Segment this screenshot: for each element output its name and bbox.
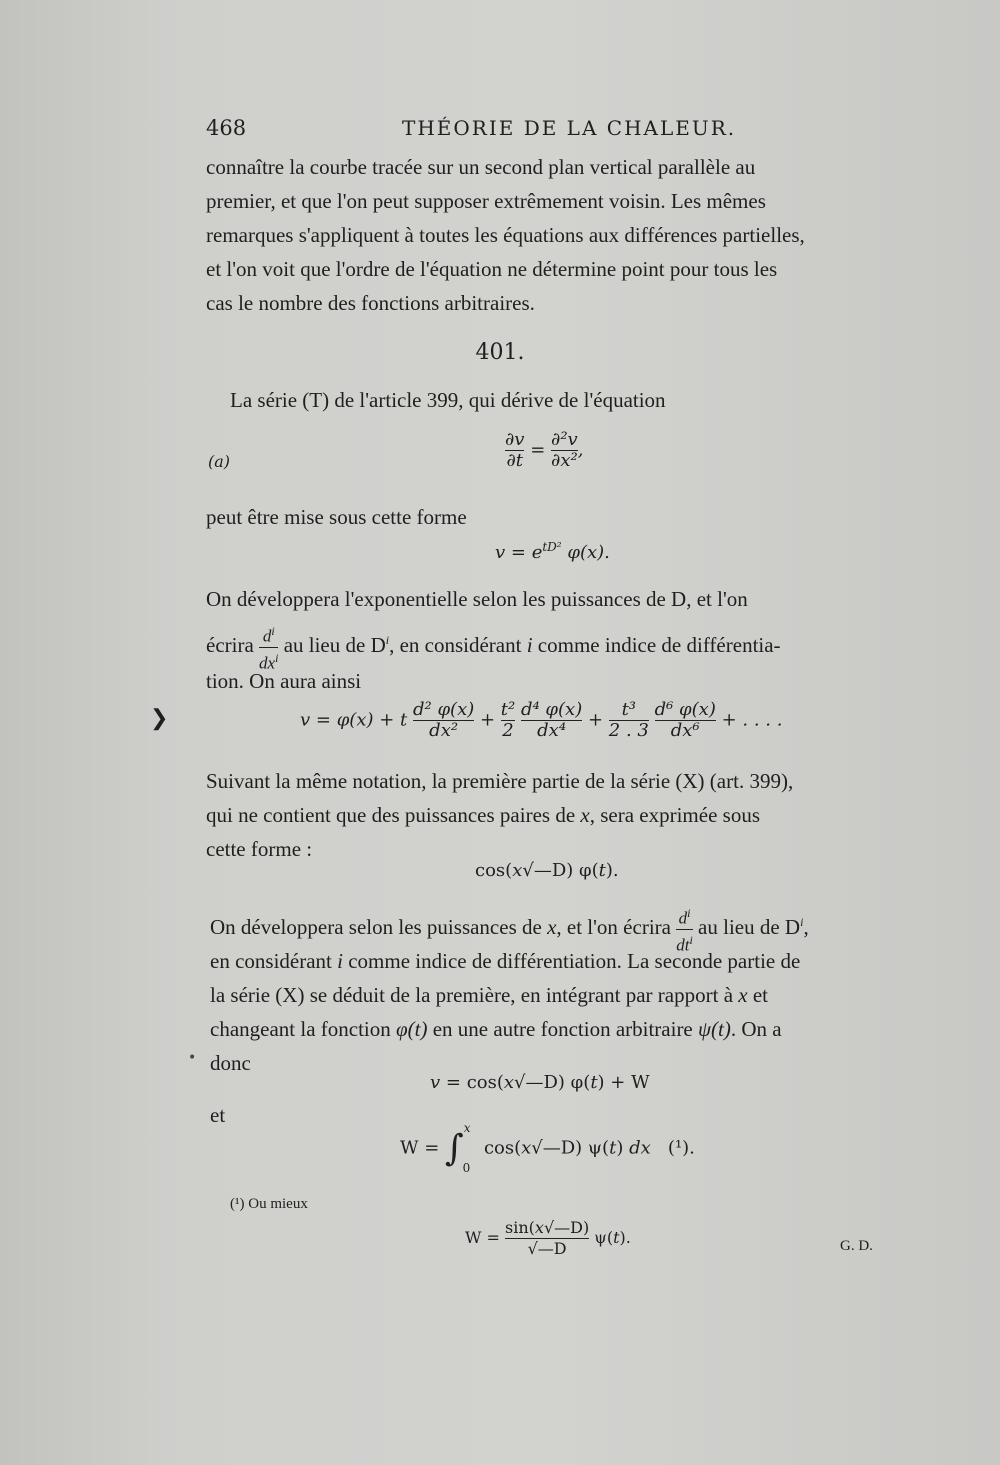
paragraph-et (210, 1098, 922, 1132)
text-fragment: On développera selon les puissances de (210, 915, 542, 939)
text-line: cas le nombre des fonctions arbitraires. (206, 291, 535, 315)
text-fragment: . On a (730, 1017, 782, 1041)
footnote-equation: W = $\frac{\sin(x√—D)}{√—D}$ ψ(t). (465, 1218, 631, 1258)
fraction-di-dti: $\frac{d^i}{dt^i}$ (676, 906, 693, 955)
page-number: 468 (206, 116, 247, 140)
text-fragment: écrira (206, 633, 254, 657)
equation-v-sum: v = cos(x√—D) φ(t) + W (430, 1072, 650, 1093)
text-fragment: au lieu de D (698, 915, 801, 939)
text-fragment: changeant la fonction (210, 1017, 391, 1041)
text-line: et l'on voit que l'ordre de l'équation ne détermine point pour tous les (206, 257, 778, 281)
text-fragment: comme indice de différentiation. La seconde partie de (348, 949, 801, 973)
text-line: et (210, 1103, 226, 1127)
equation-label: (a) (208, 452, 231, 471)
text-fragment: au lieu de D (283, 633, 386, 657)
text-fragment: la série (X) se déduit de la première, en intégrant par rapport à (210, 983, 734, 1007)
equation-exponential-form: $v = e^{tD^2}$ φ(x). (495, 540, 610, 563)
text-line: connaître la courbe tracée sur un second plan vertical parallèle au (206, 155, 756, 179)
paragraph-3 (206, 500, 918, 534)
text-fragment: , en considérant (389, 633, 522, 657)
equation-a: $\frac{\partial v}{\partial t}$ = $\frac{\text{∂²v}}{\text{∂x²}}$ , (505, 429, 584, 471)
text-line: premier, et que l'on peut supposer extrêmement voisin. Les mêmes (206, 189, 766, 213)
text-line: qui ne contient que des puissances paires de x, sera exprimée sous (206, 803, 760, 827)
paragraph-5 (206, 764, 918, 866)
equation-cos-form: cos(x√—D) φ(t). (475, 860, 619, 881)
paragraph-2 (230, 383, 942, 417)
text-line: La série (T) de l'article 399, qui dérive de l'équation (230, 388, 666, 412)
footnote-marker: (¹) Ou mieux (230, 1196, 308, 1212)
text-fragment: et (752, 983, 768, 1007)
margin-mark: ❯ (150, 706, 169, 731)
text-line: la série (X) se déduit de la première, en intégrant par rapport à x et (210, 983, 768, 1007)
fraction-di-dxi: $\frac{d^i}{dx^i}$ (259, 624, 279, 673)
text-fragment: comme indice de différentia- (537, 633, 781, 657)
paragraph-6 (210, 900, 922, 1080)
text-fragment: en considérant (210, 949, 332, 973)
text-line: On développera selon les puissances de x, et l'on écrira $\frac{d^i}{dt^i}$ au lieu de $D^i$, (210, 900, 922, 944)
running-title: THÉORIE DE LA CHALEUR. (402, 116, 737, 140)
text-line: On développera l'exponentielle selon les puissances de D, et l'on (206, 587, 748, 611)
text-line: écrira $\frac{d^i}{dx^i}$ au lieu de $D^i$, en considérant i comme indice de différentia- (206, 616, 918, 664)
equation-series-expansion: v = φ(x) + t $\frac{\text{d² φ(x)}}{\text{dx²}}$ + $\frac{\text{t²}}{2}$ $\frac{\text{d⁴ φ(x)}}{\text{dx⁴}}$ + $\frac{\text{t³}}{2 . 3}$ $\frac{\text{d⁶ φ(x)}}{\text{dx⁶}}$ + . . . . (300, 699, 783, 741)
text-fragment: , sera exprimée sous (589, 803, 760, 827)
text-line: remarques s'appliquent à toutes les équations aux différences partielles, (206, 223, 805, 247)
text-line: Suivant la même notation, la première partie de la série (X) (art. 399), (206, 769, 794, 793)
text-line: donc (210, 1051, 251, 1075)
text-line: cette forme : (206, 837, 313, 861)
text-line: peut être mise sous cette forme (206, 505, 467, 529)
text-line: changeant la fonction φ(t) en une autre fonction arbitraire ψ(t). On a (210, 1017, 782, 1041)
text-fragment: en une autre fonction arbitraire (432, 1017, 693, 1041)
footnote-signature: G. D. (840, 1238, 873, 1254)
text-line: tion. On aura ainsi (206, 669, 362, 693)
text-line: en considérant i comme indice de différentiation. La seconde partie de (210, 949, 801, 973)
running-header (206, 116, 926, 146)
section-number: 401. (475, 340, 525, 365)
text-fragment: qui ne contient que des puissances paires de (206, 803, 576, 827)
text-fragment: , et l'on écrira (556, 915, 671, 939)
paragraph-1 (206, 150, 918, 320)
paragraph-4 (206, 582, 918, 698)
margin-dot: • (188, 1050, 197, 1066)
equation-w-integral: W = ∫$^x_0$ cos(x√—D) ψ(t) dx (¹). (400, 1120, 695, 1175)
